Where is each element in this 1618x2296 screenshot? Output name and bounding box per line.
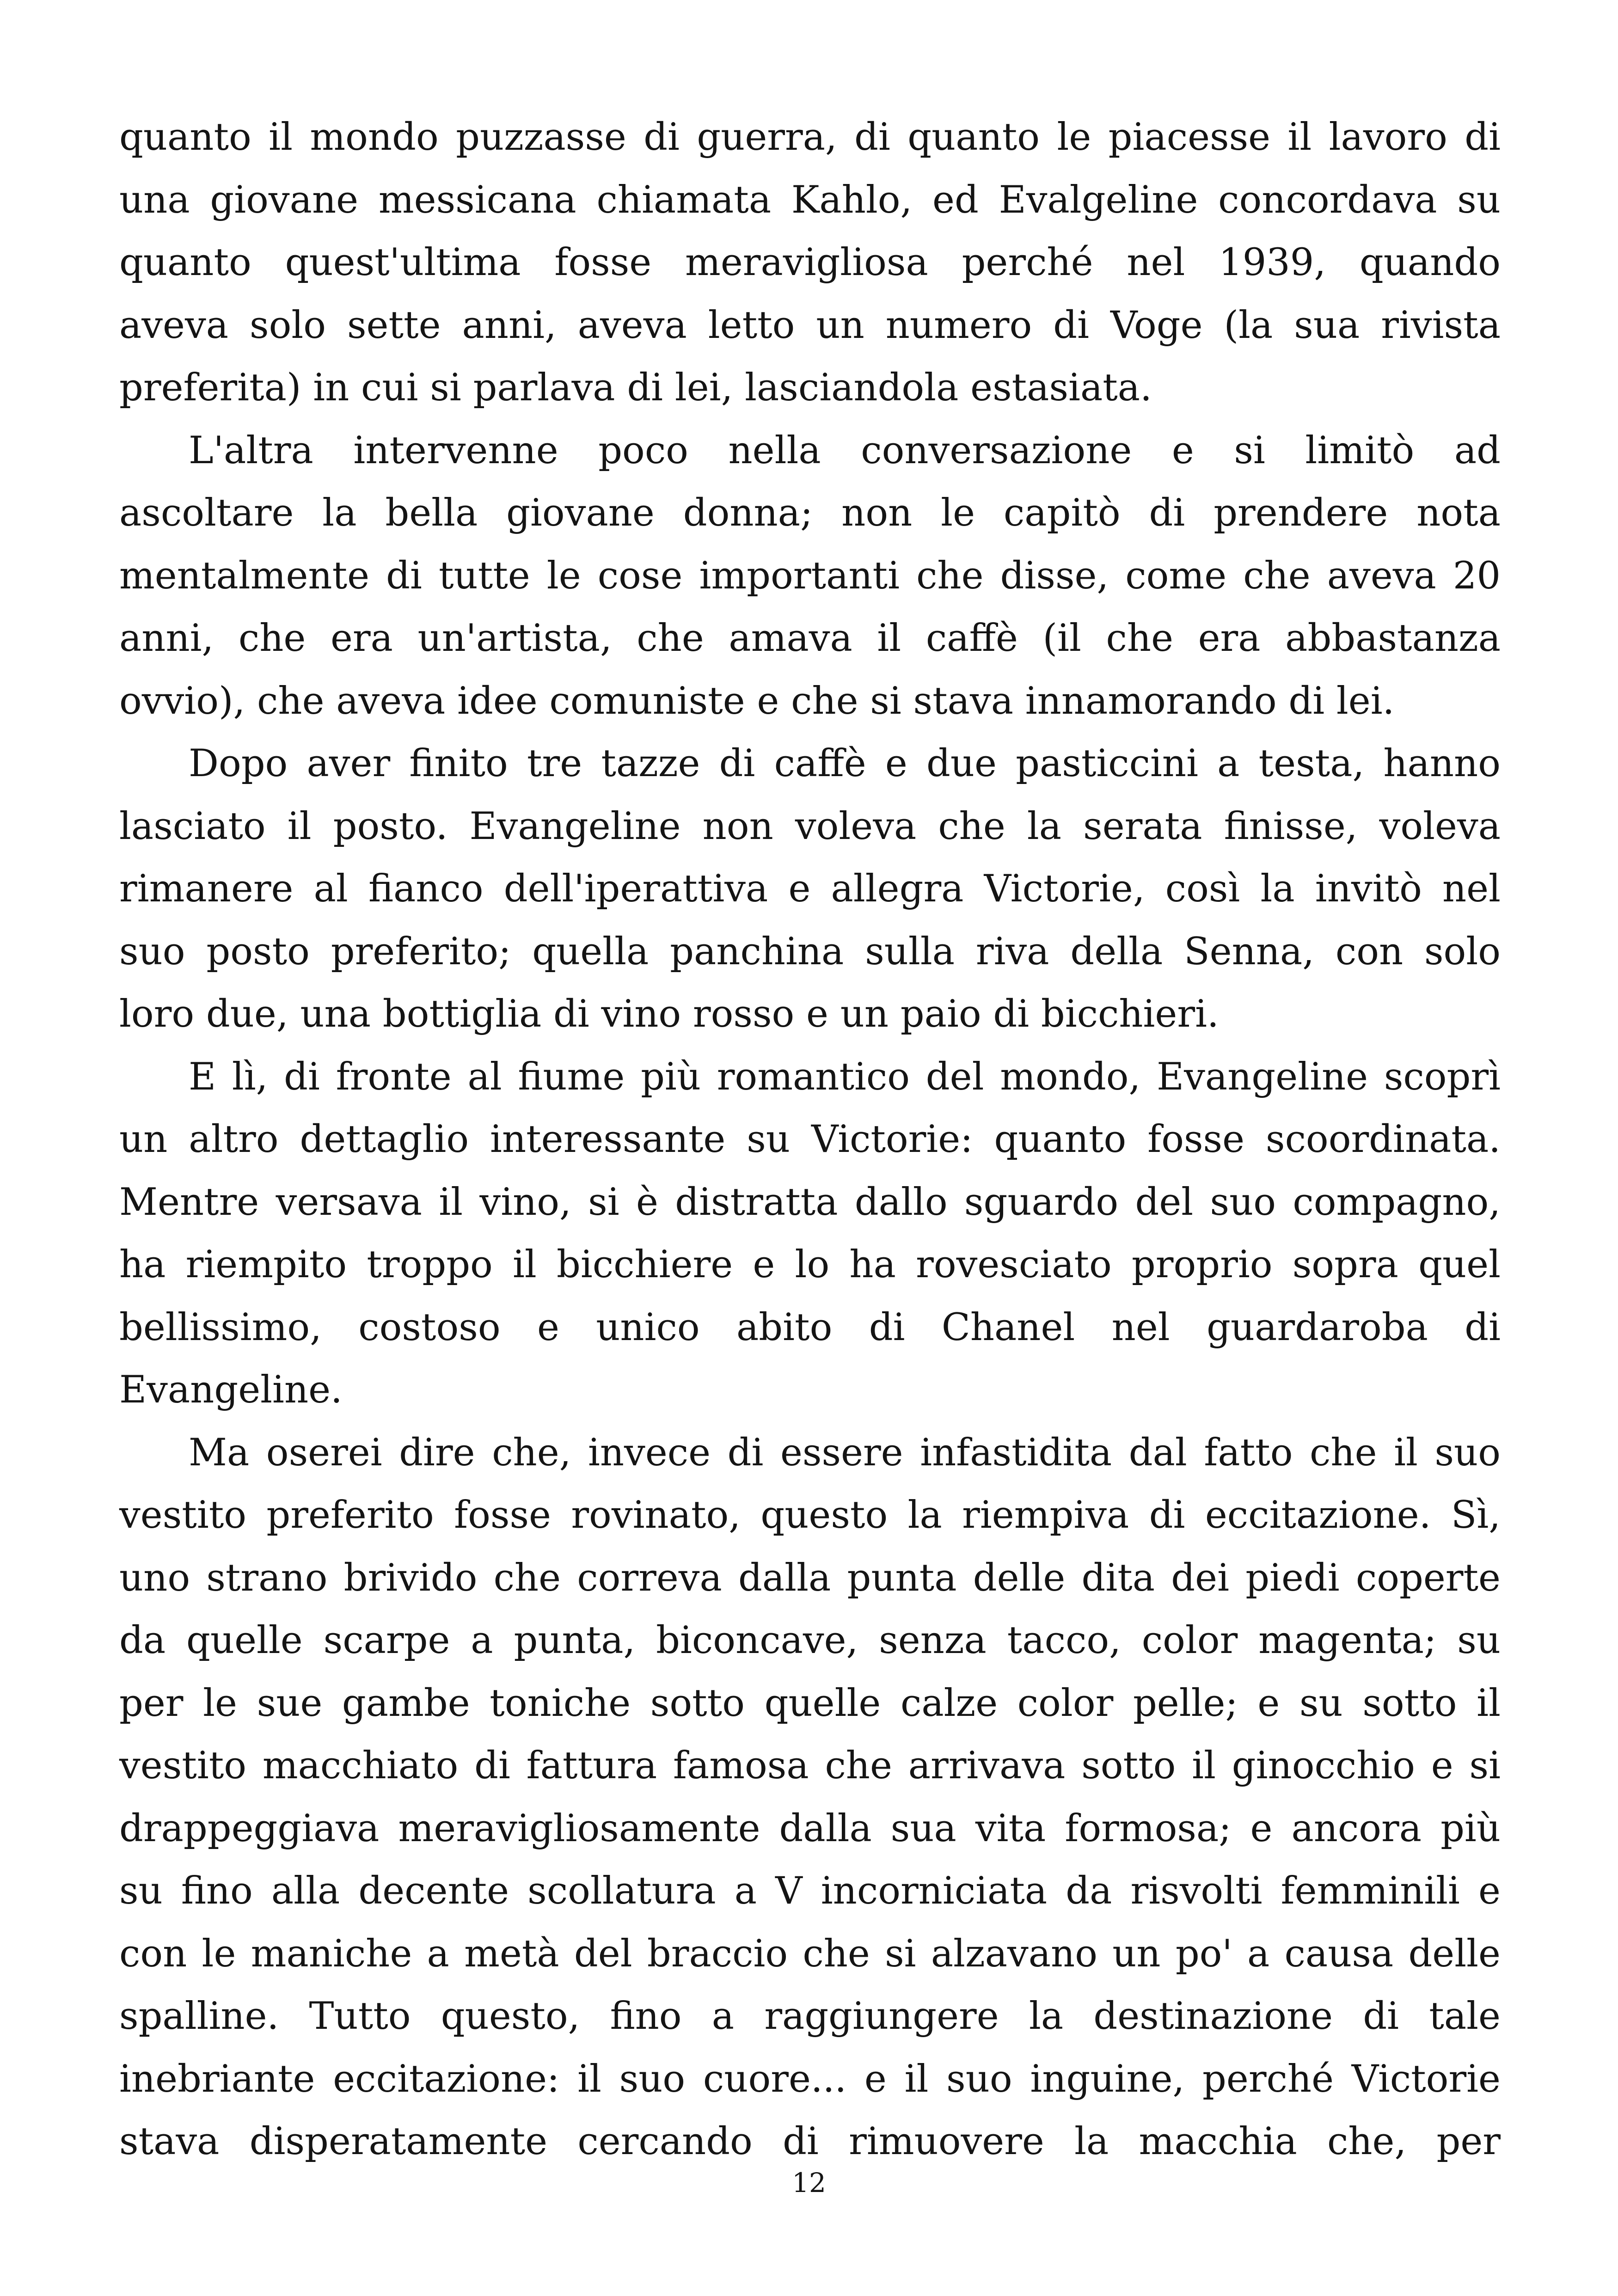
text-line: bellissimo, costoso e unico abito di Chanel nel guardaroba di	[119, 1305, 1501, 1349]
paragraph-2	[119, 420, 1501, 733]
paragraph-5	[119, 1422, 1501, 2174]
text-line: preferita) in cui si parlava di lei, lasciandola estasiata.	[119, 366, 1152, 410]
text-line: anni, che era un'artista, che amava il caffè (il che era abbastanza	[119, 617, 1501, 660]
paragraph-4	[119, 1046, 1501, 1422]
text-line: ha riempito troppo il bicchiere e lo ha rovesciato proprio sopra quel	[119, 1243, 1501, 1286]
text-line: inebriante eccitazione: il suo cuore... e il suo inguine, perché Victorie	[119, 2057, 1501, 2101]
text-line: vestito macchiato di fattura famosa che arrivava sotto il ginocchio e si	[119, 1744, 1501, 1788]
text-line: L'altra intervenne poco nella conversazione e si limitò ad	[189, 429, 1501, 472]
text-line: E lì, di fronte al fiume più romantico del mondo, Evangeline scoprì	[189, 1055, 1501, 1099]
text-line: Mentre versava il vino, si è distratta dallo sguardo del suo compagno,	[119, 1180, 1501, 1224]
text-line: lasciato il posto. Evangeline non voleva che la serata finisse, voleva	[119, 804, 1501, 848]
text-line: da quelle scarpe a punta, biconcave, senza tacco, color magenta; su	[119, 1619, 1501, 1662]
text-line: drappeggiava meravigliosamente dalla sua vita formosa; e ancora più	[119, 1806, 1501, 1850]
text-line: uno strano brivido che correva dalla punta delle dita dei piedi coperte	[119, 1556, 1501, 1600]
page-number: 12	[792, 2167, 826, 2198]
text-line: rimanere al fianco dell'iperattiva e allegra Victorie, così la invitò nel	[119, 867, 1501, 911]
text-line: su fino alla decente scollatura a V incorniciata da risvolti femminili e	[119, 1869, 1501, 1913]
text-line: mentalmente di tutte le cose importanti che disse, come che aveva 20	[119, 554, 1501, 598]
text-line: quanto il mondo puzzasse di guerra, di quanto le piacesse il lavoro di	[119, 116, 1501, 159]
text-line: un altro dettaglio interessante su Victorie: quanto fosse scoordinata.	[119, 1118, 1501, 1161]
text-line: Evangeline.	[119, 1368, 343, 1412]
text-line: aveva solo sette anni, aveva letto un numero di Voge (la sua rivista	[119, 303, 1501, 347]
text-line: ascoltare la bella giovane donna; non le capitò di prendere nota	[119, 491, 1501, 535]
text-line: per le sue gambe toniche sotto quelle calze color pelle; e su sotto il	[119, 1681, 1501, 1725]
text-line: ovvio), che aveva idee comuniste e che si stava innamorando di lei.	[119, 679, 1395, 723]
text-line: Ma oserei dire che, invece di essere infastidita dal fatto che il suo	[189, 1431, 1501, 1475]
text-line: spalline. Tutto questo, fino a raggiungere la destinazione di tale	[119, 1995, 1501, 2038]
text-line: quanto quest'ultima fosse meravigliosa perché nel 1939, quando	[119, 241, 1501, 284]
paragraph-1	[119, 106, 1501, 420]
text-line: vestito preferito fosse rovinato, questo la riempiva di eccitazione. Sì,	[119, 1494, 1501, 1537]
body-text	[119, 106, 1501, 2174]
text-line: con le maniche a metà del braccio che si alzavano un po' a causa delle	[119, 1932, 1501, 1976]
text-line: Dopo aver finito tre tazze di caffè e due pasticcini a testa, hanno	[189, 742, 1501, 785]
text-line: loro due, una bottiglia di vino rosso e un paio di bicchieri.	[119, 992, 1219, 1036]
text-line: stava disperatamente cercando di rimuovere la macchia che, per	[119, 2120, 1501, 2163]
text-line: suo posto preferito; quella panchina sulla riva della Senna, con solo	[119, 930, 1501, 974]
text-line: una giovane messicana chiamata Kahlo, ed Evalgeline concordava su	[119, 178, 1501, 222]
paragraph-3	[119, 733, 1501, 1046]
